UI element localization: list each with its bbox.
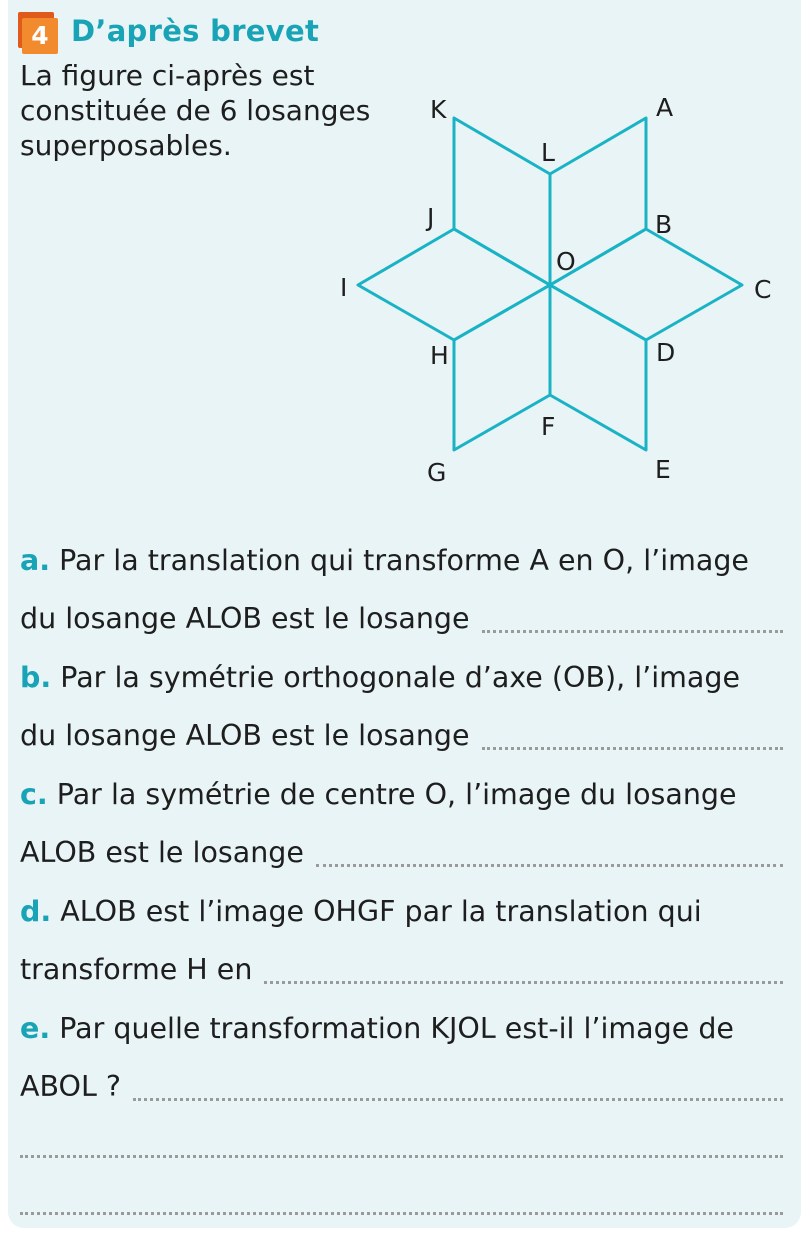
question-e-text: e. Par quelle transformation KJOL est-il l’image de [20,1012,734,1045]
exercise-title: D’après brevet [71,14,320,48]
question-c-line2: ALOB est le losange [20,836,304,869]
rhombus-figure [330,80,790,500]
question-c-lead: c. [20,778,48,811]
question-a [20,532,783,648]
question-e [20,1000,783,1116]
question-d-lead: d. [20,895,52,928]
label-E: E [655,455,671,484]
question-e-lead: e. [20,1012,51,1045]
question-e-line2: ABOL ? [20,1070,122,1103]
exercise-number-badge [18,12,58,52]
rhombus-BOCD [550,229,742,340]
question-a-lead: a. [20,544,51,577]
answer-e-extra-line-2[interactable] [20,1212,783,1215]
answer-e-extra-line-1[interactable] [20,1155,783,1158]
exercise-number: 4 [22,18,58,54]
label-L: L [541,138,555,167]
question-c-text: c. Par la symétrie de centre O, l’image du losange [20,778,737,811]
rhombus-ODEF [550,285,646,450]
answer-e-field[interactable] [133,1098,783,1101]
label-O: O [556,247,576,276]
label-G: G [427,458,447,487]
label-B: B [655,210,673,239]
rhombus-OJIH [358,229,550,340]
question-a-text: a. Par la translation qui transforme A en O, l’image [20,544,749,577]
label-I: I [340,273,348,302]
answer-a-field[interactable] [482,630,783,633]
rhombus-KJOL [454,118,550,285]
question-c [20,766,783,882]
question-b-text: b. Par la symétrie orthogonale d’axe (OB), l’image [20,661,740,694]
exercise-intro: La figure ci-après est constituée de 6 losanges superposables. [20,59,371,162]
question-b-line2: du losange ALOB est le losange [20,719,470,752]
label-F: F [541,412,556,441]
answer-d-field[interactable] [264,981,783,984]
question-b-lead: b. [20,661,52,694]
label-A: A [656,93,674,122]
answer-b-field[interactable] [482,747,783,750]
label-C: C [754,275,772,304]
label-K: K [430,95,447,124]
question-d-text: d. ALOB est l’image OHGF par la translation qui [20,895,702,928]
label-H: H [430,341,449,370]
question-a-line2: du losange ALOB est le losange [20,602,470,635]
answer-c-field[interactable] [316,864,783,867]
question-d [20,883,783,999]
label-D: D [656,338,676,367]
question-b [20,649,783,765]
question-d-line2: transforme H en [20,953,253,986]
label-J: J [427,203,435,232]
rhombus-OHGF [454,285,550,450]
